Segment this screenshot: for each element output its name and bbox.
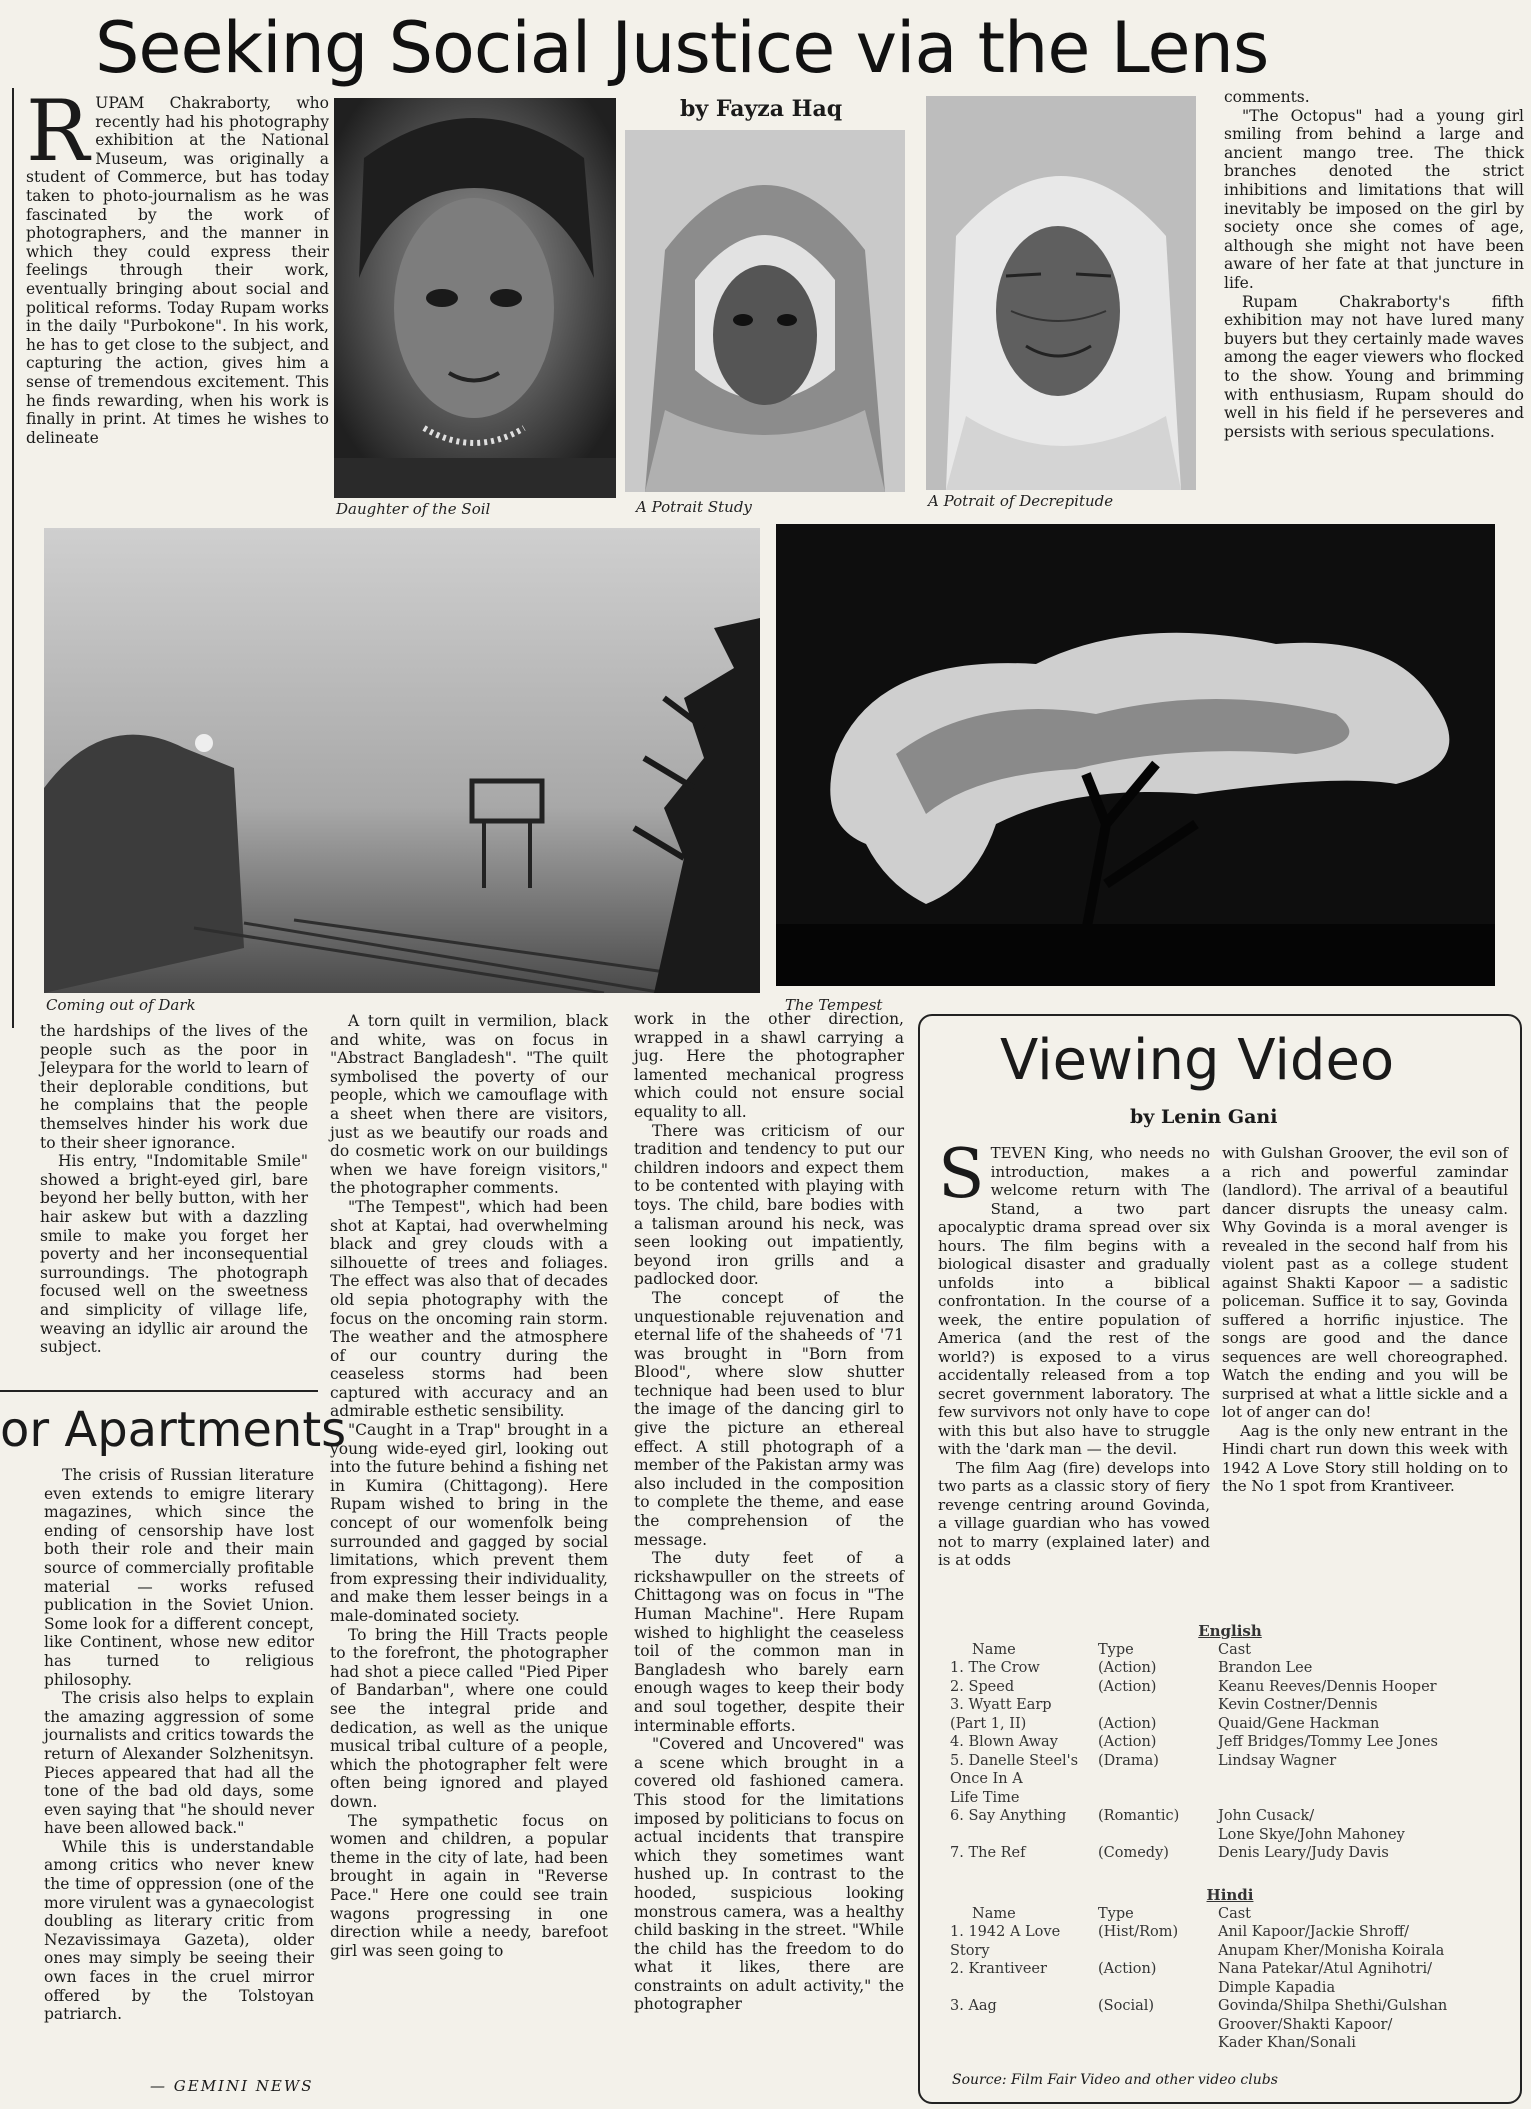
photo-the-tempest [776,524,1495,986]
chart-header-row [950,1641,1510,1660]
chart-row [950,1807,1510,1826]
viewing-video-byline: by Lenin Gani [1130,1106,1278,1128]
intro-paragraph: UPAM Chakraborty, who recently had his photography exhibition at the National Museum, was originally a student of Commerce, but has today taken to photo-journalism as he was fascinated by the work of photographers, and the manner in which they could express their feelings through their work, eventually bringing about social and political reforms. Today Rupam works in the daily "Purbokone". In his work, he has to get close to the subject, and capturing the action, gives him a sense of tremendous excitement. This he finds rewarding, when his work is finally in print. At times he wishes to delineate [26,94,329,447]
chart-cell-type: (Action) [1098,1715,1157,1732]
paragraph: comments. [1224,88,1310,106]
hindi-chart [950,1886,1510,2053]
paragraph: The duty feet of a rickshawpuller on the streets of Chittagong was on focus in "The Human Machine". Here Rupam wished to highlight the ceaseless toil of the common man in Bangladesh who barely earn enough wages to keep their body and soul together, despite their interminable efforts. [634,1549,904,1735]
paragraph: "The Octopus" had a young girl smiling from behind a large and ancient mango tree. The thick branches denoted the strict inhibitions and limitations that will inevitably be imposed on the girl by society once she comes of age, although she might not have been aware of her fate at that juncture in life. [1224,106,1524,292]
paragraph: The crisis also helps to explain the amazing aggression of some journalists and critics towards the return of Alexander Solzhenitsyn. Pieces appeared that had all the tone of the bad old days, some even saying that "he should never have been allowed back." [44,1689,314,1838]
chart-row [950,1659,1510,1678]
photo-potrait-study [625,130,905,492]
chart-cell-cast: Dimple Kapadia [1218,1979,1336,1996]
chart-cell-type: (Action) [1098,1660,1157,1676]
column-rule [12,88,14,1028]
chart-cell-cast: Groover/Shakti Kapoor/ [1218,2016,1393,2033]
caption-photo2: A Potrait Study [636,498,752,516]
dropcap: S [938,1135,985,1214]
chart-cell-name: 2. Speed [950,1678,1015,1695]
paragraph: The concept of the unquestionable rejuvenation and eternal life of the shaheeds of '71 was brought in "Born from Blood", where slow shutter technique had been used to blur the image of the dancing girl to give the picture an ethereal effect. A still photograph of a member of the Pakistan army was also included in the composition to complete the theme, and ease the comprehension of the message. [634,1288,904,1549]
chart-cell-name: 5. Danelle Steel's [950,1752,1079,1769]
paragraph: TEVEN King, who needs no introduction, makes a welcome return with The Stand, a two part apocalyptic drama spread over six hours. The film begins with a biological disaster and gradually unfolds into a biblical confrontation. In the course of a week, the entire population of America (and the rest of the world?) is exposed to a virus accidentally released from a top secret government laboratory. The few survivors not only have to cope with this but also have to struggle with the 'dark man — the devil. [938,1144,1210,1458]
chart-row [950,1733,1510,1752]
chart-cell-cast: Quaid/Gene Hackman [1218,1715,1380,1732]
paragraph: A torn quilt in vermilion, black and white, was on focus in "Abstract Bangladesh". "The quilt symbolised the poverty of our people, which we camouflage with a sheet when there are visitors, just as we beautify our roads and do cosmetic work on our buildings when we have foreign visitors," the photographer comments. [330,1012,608,1198]
photo-potrait-of-decrepitude [926,96,1196,490]
chart-cell-type: (Action) [1098,1678,1157,1695]
chart-row [950,1752,1510,1771]
col-header-type: Type [1098,1641,1134,1658]
chart-row [950,1678,1510,1697]
chart-cell-type: (Romantic) [1098,1808,1180,1824]
english-rows [950,1659,1510,1863]
chart-cell-name: 4. Blown Away [950,1734,1058,1750]
chart-cell-name: (Part 1, II) [950,1715,1027,1732]
dropcap: R [26,82,90,180]
caption-photo1: Daughter of the Soil [336,500,491,518]
chart-cell-cast: Brandon Lee [1218,1660,1313,1676]
margin-fragments [0,1470,30,2070]
right-top-column [1224,88,1524,441]
chart-row [950,1942,1510,1961]
column-1-bottom [40,1022,308,1357]
chart-cell-cast: Anupam Kher/Monisha Koirala [1218,1942,1445,1959]
chart-cell-cast: Nana Patekar/Atul Agnihotri/ [1218,1961,1433,1977]
chart-row [950,1826,1510,1845]
chart-cell-name: 2. Krantiveer [950,1961,1047,1977]
apartments-column [44,1466,314,2024]
chart-row [950,2016,1510,2035]
chart-cell-type: (Action) [1098,1961,1157,1977]
chart-row [950,1770,1510,1789]
headline: Seeking Social Justice via the Lens [95,7,1269,89]
column-3 [634,1010,904,2014]
paragraph: The crisis of Russian literature even extends to emigre literary magazines, which since the ending of censorship have lost both their role and their main source of commercially profitable material — works refused publication in the Soviet Union. Some look for a different concept, like Continent, whose new editor has turned to religious philosophy. [44,1466,314,1689]
chart-row [950,2034,1510,2053]
photo-coming-out-of-dark [44,528,760,993]
english-chart-title: English [1198,1622,1262,1640]
video-source: Source: Film Fair Video and other video clubs [952,2072,1278,2088]
viewing-video-headline: Viewing Video [1000,1028,1395,1093]
paragraph: "The Tempest", which had been shot at Kaptai, had overwhelming black and grey clouds with a silhouette of trees and foliages. The effect was also that of decades old sepia photography with the focus on the oncoming rain storm. The weather and the atmosphere of our country during the ceaseless storms had been captured with accuracy and an admirable esthetic sensibility. [330,1197,608,1421]
chart-cell-type: (Comedy) [1098,1845,1169,1861]
chart-cell-name: 1. 1942 A Love [950,1924,1061,1940]
chart-cell-name: 3. Aag [950,1998,997,2014]
paragraph: To bring the Hill Tracts people to the forefront, the photographer had shot a piece called "Pied Piper of Bandarban", where one could see the integral pride and dedication, as well as the unique musical tribal culture of a people, which the photographer felt were often being ignored and played down. [330,1625,608,1811]
paragraph: with Gulshan Groover, the evil son of a rich and powerful zamindar (landlord). The arrival of a beautiful dancer disrupts the uneasy calm. Why Govinda is a moral avenger is revealed in the second half from his violent past as a college student against Shakti Kapoor — a sadistic policeman. Suffice it to say, Govinda suffered a horrific injustice. The songs are good and the dance sequences are well choreographed. Watch the ending and you will be surprised at what a little sickle and a lot of anger can do! [1222,1144,1508,1421]
column-2 [330,1012,608,1960]
paragraph: His entry, "Indomitable Smile" showed a bright-eyed girl, bare beyond her belly button, with her hair askew but with a dazzling smile to make you forget her poverty and her inconsequential surroundings. The photograph focused well on the sweetness and simplicity of village life, weaving an idyllic air around the subject. [40,1152,308,1357]
chart-row [950,1923,1510,1942]
chart-cell-type: (Hist/Rom) [1098,1924,1179,1940]
col-header-cast: Cast [1218,1641,1252,1658]
chart-row [950,1715,1510,1734]
divider [0,1390,318,1392]
chart-row [950,1997,1510,2016]
chart-cell-cast: Kader Khan/Sonali [1218,2035,1356,2051]
chart-cell-type: (Social) [1098,1998,1155,2014]
paragraph: the hardships of the lives of the people such as the poor in Jeleypara for the world to learn of their deplorable conditions, but he complains that the people themselves hinder his work due to their sheer ignorance. [40,1022,308,1152]
video-column-2 [1222,1144,1508,1496]
chart-header-row [950,1905,1510,1924]
paragraph: work in the other direction, wrapped in a shawl carrying a jug. Here the photographer lamented mechanical progress which could not ensure social equality to all. [634,1010,904,1121]
chart-cell-cast: Denis Leary/Judy Davis [1218,1845,1389,1861]
chart-row [950,1979,1510,1998]
paragraph: While this is understandable among critics who never knew the time of oppression (one of the more virulent was a gynaecologist doubling as literary critic from Nezavissimaya Gazeta), older ones may simply be seeing their own faces in the cruel mirror offered by the Tolstoyan patriarch. [44,1837,314,2024]
chart-cell-cast: Jeff Bridges/Tommy Lee Jones [1218,1734,1438,1750]
chart-cell-cast: Keanu Reeves/Dennis Hooper [1218,1678,1437,1695]
paragraph: "Caught in a Trap" brought in a young wide-eyed girl, looking out into the future behind a fishing net in Kumira (Chittagong). Here Rupam wished to bring in the concept of our womenfolk being surrounded and gagged by social limitations, which prevent them from expressing their individuality, and make them lesser beings in a male-dominated society. [330,1421,608,1625]
paragraph: Aag is the only new entrant in the Hindi chart run down this week with 1942 A Love Story still holding on to the No 1 spot from Krantiveer. [1222,1421,1508,1495]
video-column-1 [938,1135,1210,1570]
margin-fragments [0,500,10,1330]
caption-photo5: The Tempest [785,996,883,1014]
paragraph: The sympathetic focus on women and children, a popular theme in the city of late, had been brought in again in "Reverse Pace." Here one could see train wagons progressing in one direction while a needy, barefoot girl was seen going to [330,1811,608,1960]
chart-row [950,1789,1510,1808]
chart-row [950,1844,1510,1863]
byline: by Fayza Haq [680,96,843,122]
chart-cell-type: (Drama) [1098,1752,1159,1769]
chart-cell-cast: Kevin Costner/Dennis [1218,1697,1378,1713]
paragraph: There was criticism of our tradition and tendency to put our children indoors and expect them to be contented with playing with toys. The child, bare bodies with a talisman around his neck, was seen looking out impatiently, beyond iron grills and a padlocked door. [634,1121,904,1289]
chart-row [950,1696,1510,1715]
paragraph: "Covered and Uncovered" was a scene which brought in a covered old fashioned camera. This stood for the limitations imposed by politicians to focus on actual incidents that transpire which they sometimes want hushed up. In contrast to the hooded, suspicious looking monstrous camera, was a healthy child basking in the street. "While the child has the freedom to do what it likes, there are constraints on adult activity," the photographer [634,1735,904,2014]
col-header-name: Name [972,1905,1016,1922]
chart-cell-cast: Lone Skye/John Mahoney [1218,1826,1405,1843]
chart-cell-name: 3. Wyatt Earp [950,1697,1052,1713]
apartments-headline: or Apartments [0,1402,347,1458]
chart-cell-name: Story [950,1942,990,1959]
english-chart [950,1622,1510,1863]
col-header-name: Name [972,1641,1016,1658]
hindi-rows [950,1923,1510,2053]
hindi-chart-title: Hindi [1206,1886,1254,1904]
chart-cell-cast: Lindsay Wagner [1218,1752,1337,1769]
chart-cell-name: 6. Say Anything [950,1808,1067,1824]
chart-cell-cast: John Cusack/ [1218,1808,1315,1824]
chart-cell-name: 1. The Crow [950,1660,1040,1676]
caption-photo3: A Potrait of Decrepitude [928,492,1114,510]
caption-photo4: Coming out of Dark [46,996,196,1014]
chart-cell-name: Once In A [950,1771,1023,1787]
chart-row [950,1960,1510,1979]
chart-cell-cast: Govinda/Shilpa Shethi/Gulshan [1218,1998,1448,2014]
chart-cell-name: Life Time [950,1789,1020,1806]
gemini-news-credit: — GEMINI NEWS [150,2077,314,2095]
col-header-type: Type [1098,1905,1134,1922]
chart-cell-name: 7. The Ref [950,1845,1026,1861]
chart-cell-type: (Action) [1098,1734,1157,1750]
col-header-cast: Cast [1218,1905,1252,1922]
photo-daughter-of-the-soil [334,98,616,498]
intro-column [26,82,329,447]
paragraph: The film Aag (fire) develops into two parts as a classic story of fiery revenge centring around Govinda, a village guardian who has vowed not to marry (explained later) and is at odds [938,1458,1210,1569]
paragraph: Rupam Chakraborty's fifth exhibition may not have lured many buyers but they certainly made waves among the eager viewers who flocked to the show. Young and brimming with enthusiasm, Rupam should do well in his field if he perseveres and persists with serious speculations. [1224,292,1524,441]
chart-cell-cast: Anil Kapoor/Jackie Shroff/ [1218,1924,1410,1940]
